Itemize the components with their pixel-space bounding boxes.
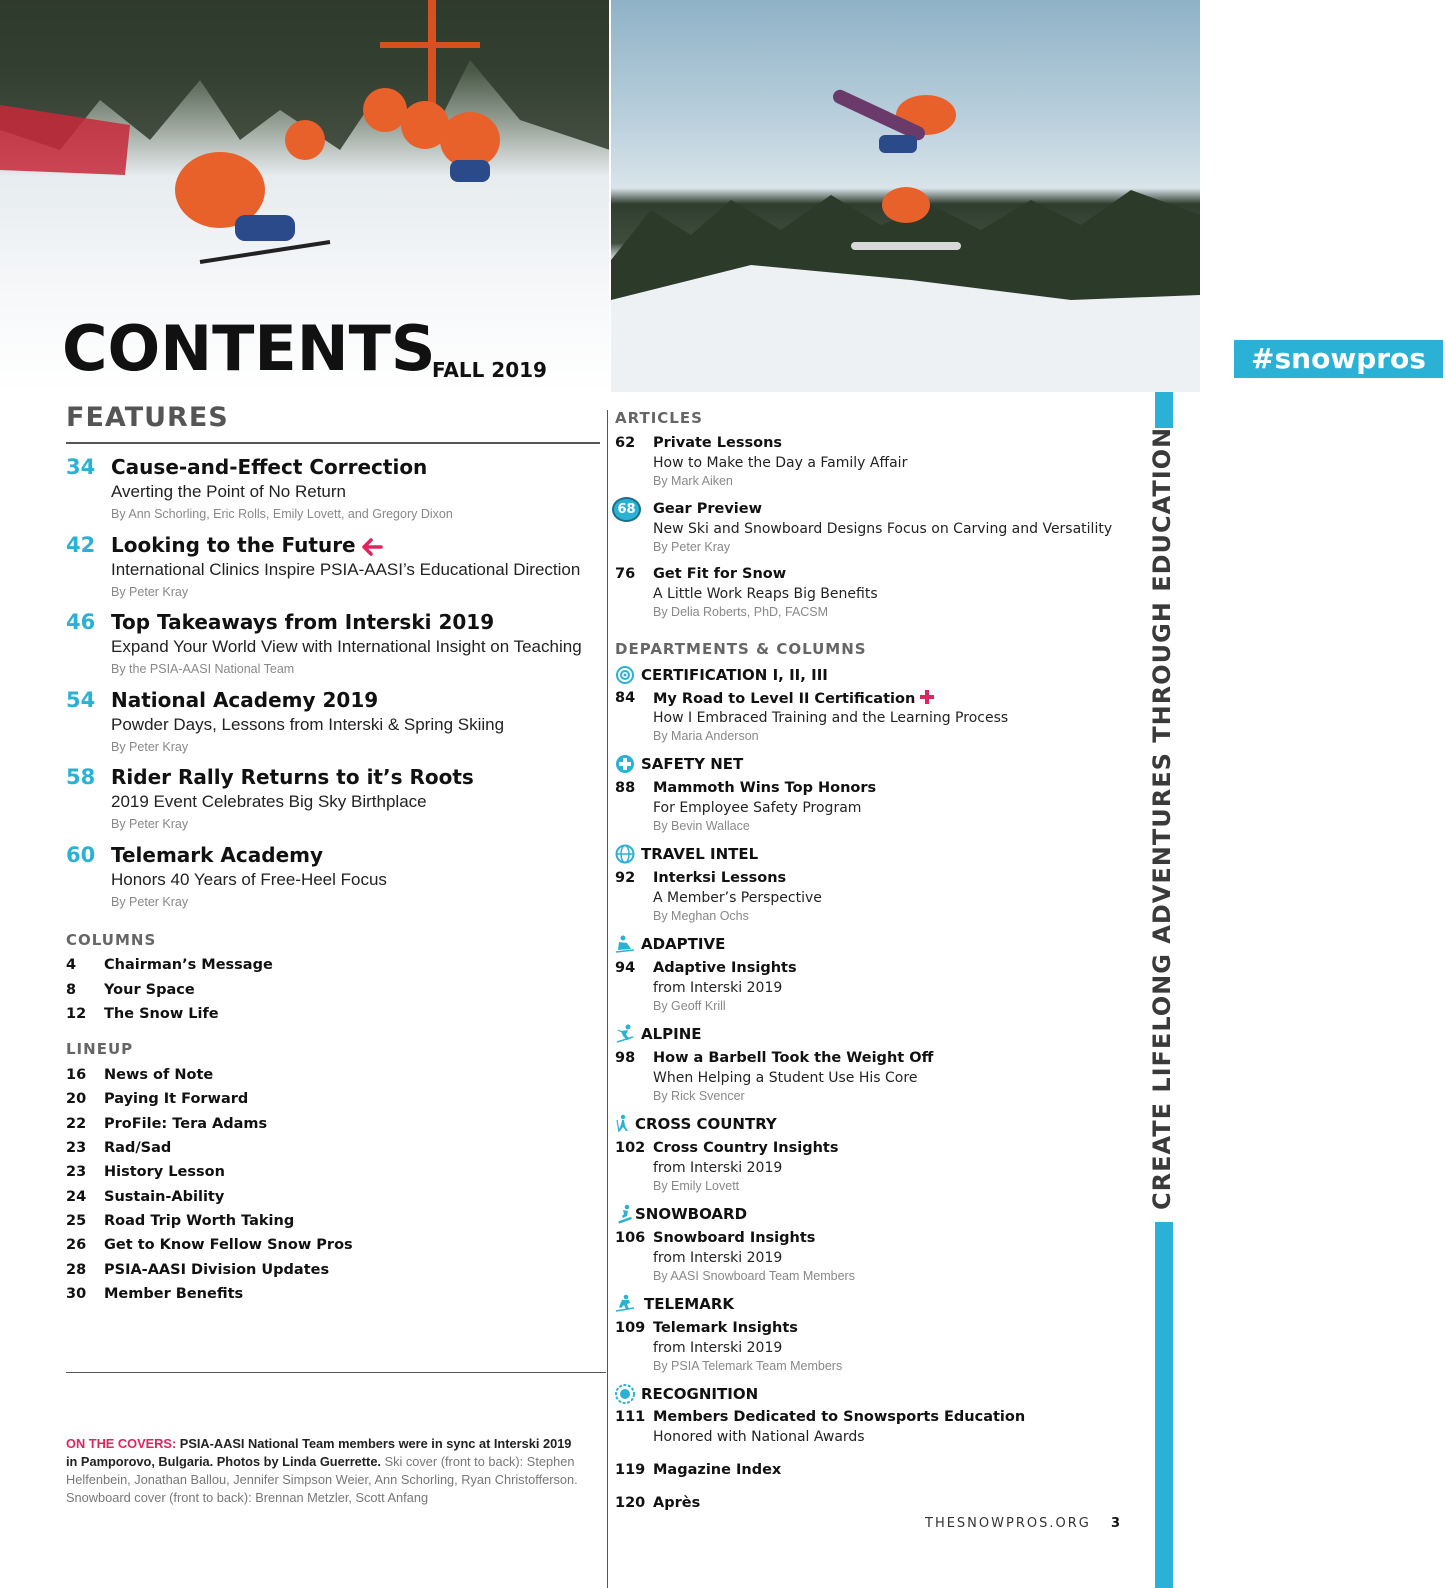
article-subtitle: from Interski 2019: [653, 1340, 783, 1356]
article-page-number: 98: [615, 1050, 636, 1066]
article-page-number: 84: [615, 690, 636, 706]
award-icon: [615, 1384, 635, 1404]
article-page-number: 119: [615, 1462, 646, 1478]
article-page-number: 120: [615, 1495, 646, 1511]
columns-heading: COLUMNS: [66, 931, 157, 949]
article-title[interactable]: Interksi Lessons: [653, 870, 787, 886]
list-title[interactable]: Get to Know Fellow Snow Pros: [104, 1237, 353, 1253]
article-page-number: 102: [615, 1140, 646, 1156]
hero-photos: [0, 0, 1426, 392]
target-icon: [615, 665, 635, 685]
globe-icon: [615, 844, 635, 864]
feature-page-number: 54: [66, 688, 96, 712]
page-title: CONTENTS: [62, 312, 436, 385]
article-subtitle: When Helping a Student Use His Core: [653, 1070, 918, 1086]
article-subtitle: A Little Work Reaps Big Benefits: [653, 586, 878, 602]
list-page-number: 26: [66, 1237, 87, 1253]
covers-text: Ski cover (front to back): Stephen Helfenbein, Jonathan Ballou, Jennifer Simpson Weier, Ann Schorling, Ryan Christofferson. Snowboard cover (front to back): Brennan Metzler, Scott Anfang: [66, 1454, 578, 1505]
list-title[interactable]: PSIA-AASI Division Updates: [104, 1262, 330, 1278]
dept-label: TELEMARK: [644, 1295, 734, 1313]
list-page-number: 20: [66, 1091, 87, 1107]
article-subtitle: New Ski and Snowboard Designs Focus on Carving and Versatility: [653, 521, 1113, 537]
side-accent-bar-bottom: [1155, 1222, 1173, 1588]
lineup-heading: LINEUP: [66, 1040, 134, 1058]
covers-label: ON THE COVERS:: [66, 1436, 177, 1451]
plus-icon: [920, 690, 934, 704]
feature-subtitle: Powder Days, Lessons from Interski & Spring Skiing: [111, 715, 505, 734]
dept-label: SAFETY NET: [641, 755, 744, 773]
feature-page-number: 46: [66, 610, 96, 634]
feature-title[interactable]: National Academy 2019: [111, 688, 379, 712]
article-byline: By Bevin Wallace: [653, 819, 750, 833]
list-title[interactable]: Member Benefits: [104, 1286, 244, 1302]
cross-country-skier-icon: [613, 1114, 633, 1134]
article-page-number: 76: [615, 566, 636, 582]
article-byline: By Maria Anderson: [653, 729, 759, 743]
adaptive-skier-icon: [615, 934, 635, 954]
article-title[interactable]: Mammoth Wins Top Honors: [653, 780, 877, 796]
article-subtitle: How to Make the Day a Family Affair: [653, 455, 908, 471]
feature-page-number: 42: [66, 533, 96, 557]
list-page-number: 8: [66, 982, 77, 998]
article-title[interactable]: How a Barbell Took the Weight Off: [653, 1050, 934, 1066]
article-subtitle: from Interski 2019: [653, 1160, 783, 1176]
snowboarders-photo: [611, 0, 1426, 392]
dept-label: ALPINE: [641, 1025, 702, 1043]
article-subtitle: from Interski 2019: [653, 1250, 783, 1266]
article-subtitle: For Employee Safety Program: [653, 800, 862, 816]
article-title[interactable]: Snowboard Insights: [653, 1230, 816, 1246]
issue-label: FALL 2019: [432, 358, 547, 382]
article-page-number: 88: [615, 780, 636, 796]
article-page-number: 106: [615, 1230, 646, 1246]
article-title[interactable]: Gear Preview: [653, 501, 762, 517]
dept-label: ADAPTIVE: [641, 935, 726, 953]
list-title[interactable]: Paying It Forward: [104, 1091, 249, 1107]
telemark-skier-icon: [615, 1294, 635, 1314]
bottom-rule: [66, 1372, 606, 1373]
departments-heading: DEPARTMENTS & COLUMNS: [615, 640, 867, 658]
column-divider: [607, 410, 608, 1588]
article-title[interactable]: Magazine Index: [653, 1462, 782, 1478]
vertical-tagline: CREATE LIFELONG ADVENTURES THROUGH EDUCATION: [1148, 426, 1176, 1210]
article-title[interactable]: Members Dedicated to Snowsports Education: [653, 1409, 1026, 1425]
article-subtitle: How I Embraced Training and the Learning Process: [653, 710, 1009, 726]
list-page-number: 25: [66, 1213, 87, 1229]
hashtag-badge: #snowpros: [1231, 337, 1446, 381]
list-page-number: 22: [66, 1116, 87, 1132]
dept-label: CROSS COUNTRY: [635, 1115, 777, 1133]
article-byline: By Emily Lovett: [653, 1179, 740, 1193]
article-byline: By Rick Svencer: [653, 1089, 745, 1103]
safety-cross-icon: [615, 754, 635, 774]
dept-label: SNOWBOARD: [635, 1205, 748, 1223]
article-page-number: 111: [615, 1409, 646, 1425]
article-page-badge: 68: [612, 497, 641, 522]
alpine-skier-icon: [615, 1024, 635, 1044]
article-title[interactable]: Telemark Insights: [653, 1320, 798, 1336]
feature-title[interactable]: [111, 533, 382, 557]
snowboarder-icon: [615, 1204, 635, 1224]
footer-page-number: 3: [1111, 1516, 1121, 1531]
feature-subtitle: Expand Your World View with International Insight on Teaching: [111, 637, 582, 656]
dept-label: TRAVEL INTEL: [641, 845, 759, 863]
feature-byline: By Peter Kray: [111, 585, 189, 599]
article-byline: By AASI Snowboard Team Members: [653, 1269, 855, 1283]
list-page-number: 12: [66, 1006, 87, 1022]
article-byline: By Peter Kray: [653, 540, 731, 554]
features-rule: [66, 442, 600, 444]
article-title[interactable]: Get Fit for Snow: [653, 566, 787, 582]
list-title[interactable]: Rad/Sad: [104, 1140, 172, 1156]
list-title[interactable]: News of Note: [104, 1067, 214, 1083]
feature-byline: By the PSIA-AASI National Team: [111, 662, 295, 676]
article-page-number: 94: [615, 960, 636, 976]
articles-heading: ARTICLES: [615, 409, 703, 427]
list-title[interactable]: The Snow Life: [104, 1006, 219, 1022]
list-title[interactable]: History Lesson: [104, 1164, 225, 1180]
list-page-number: 30: [66, 1286, 87, 1302]
article-page-number: 62: [615, 435, 636, 451]
list-title[interactable]: ProFile: Tera Adams: [104, 1116, 268, 1132]
article-subtitle: from Interski 2019: [653, 980, 783, 996]
feature-title[interactable]: Telemark Academy: [111, 843, 324, 867]
covers-bold-text: PSIA-AASI National Team members were in sync at Interski 2019 in Pamporovo, Bulgaria. Photos by Linda Guerrette.: [66, 1436, 572, 1469]
article-title[interactable]: [653, 690, 934, 707]
feature-title[interactable]: Cause-and-Effect Correction: [111, 455, 428, 479]
covers-caption: [66, 1435, 586, 1507]
list-title[interactable]: Sustain-Ability: [104, 1189, 225, 1205]
feature-page-number: 60: [66, 843, 96, 867]
article-page-number: 109: [615, 1320, 646, 1336]
dept-label: CERTIFICATION I, II, III: [641, 666, 828, 684]
feature-subtitle: Averting the Point of No Return: [111, 482, 346, 501]
article-byline: By Mark Aiken: [653, 474, 733, 488]
feature-page-number: 34: [66, 455, 96, 479]
list-page-number: 23: [66, 1164, 87, 1180]
article-subtitle: A Member’s Perspective: [653, 890, 822, 906]
article-title[interactable]: Après: [653, 1495, 701, 1511]
article-page-number: 92: [615, 870, 636, 886]
left-arrow-icon: [362, 539, 382, 555]
feature-title[interactable]: Rider Rally Returns to it’s Roots: [111, 765, 474, 789]
article-byline: By Geoff Krill: [653, 999, 726, 1013]
list-page-number: 23: [66, 1140, 87, 1156]
feature-subtitle: Honors 40 Years of Free-Heel Focus: [111, 870, 387, 889]
footer-website[interactable]: THESNOWPROS.ORG: [925, 1516, 1091, 1531]
feature-byline: By Peter Kray: [111, 895, 189, 909]
dept-label: RECOGNITION: [641, 1385, 759, 1403]
ski-team-photo: [0, 0, 610, 392]
feature-subtitle: 2019 Event Celebrates Big Sky Birthplace: [111, 792, 427, 811]
feature-byline: By Peter Kray: [111, 817, 189, 831]
features-heading: FEATURES: [66, 402, 229, 433]
feature-page-number: 58: [66, 765, 96, 789]
list-page-number: 4: [66, 957, 77, 973]
list-page-number: 24: [66, 1189, 87, 1205]
list-title[interactable]: Chairman’s Message: [104, 957, 273, 973]
list-title[interactable]: Your Space: [104, 982, 195, 998]
article-title[interactable]: Adaptive Insights: [653, 960, 797, 976]
list-title[interactable]: Road Trip Worth Taking: [104, 1213, 295, 1229]
article-byline: By PSIA Telemark Team Members: [653, 1359, 843, 1373]
list-page-number: 16: [66, 1067, 87, 1083]
feature-byline: By Peter Kray: [111, 740, 189, 754]
article-byline: By Meghan Ochs: [653, 909, 749, 923]
article-subtitle: Honored with National Awards: [653, 1429, 865, 1445]
side-accent-bar-top: [1155, 392, 1173, 428]
feature-title[interactable]: Top Takeaways from Interski 2019: [111, 610, 495, 634]
article-title[interactable]: Private Lessons: [653, 435, 783, 451]
article-byline: By Delia Roberts, PhD, FACSM: [653, 605, 829, 619]
feature-subtitle: International Clinics Inspire PSIA-AASI’s Educational Direction: [111, 560, 581, 579]
article-title[interactable]: Cross Country Insights: [653, 1140, 839, 1156]
article-title-text: My Road to Level II Certification: [653, 691, 916, 707]
feature-byline: By Ann Schorling, Eric Rolls, Emily Lovett, and Gregory Dixon: [111, 507, 453, 521]
list-page-number: 28: [66, 1262, 87, 1278]
feature-title-text: Looking to the Future: [111, 533, 356, 557]
